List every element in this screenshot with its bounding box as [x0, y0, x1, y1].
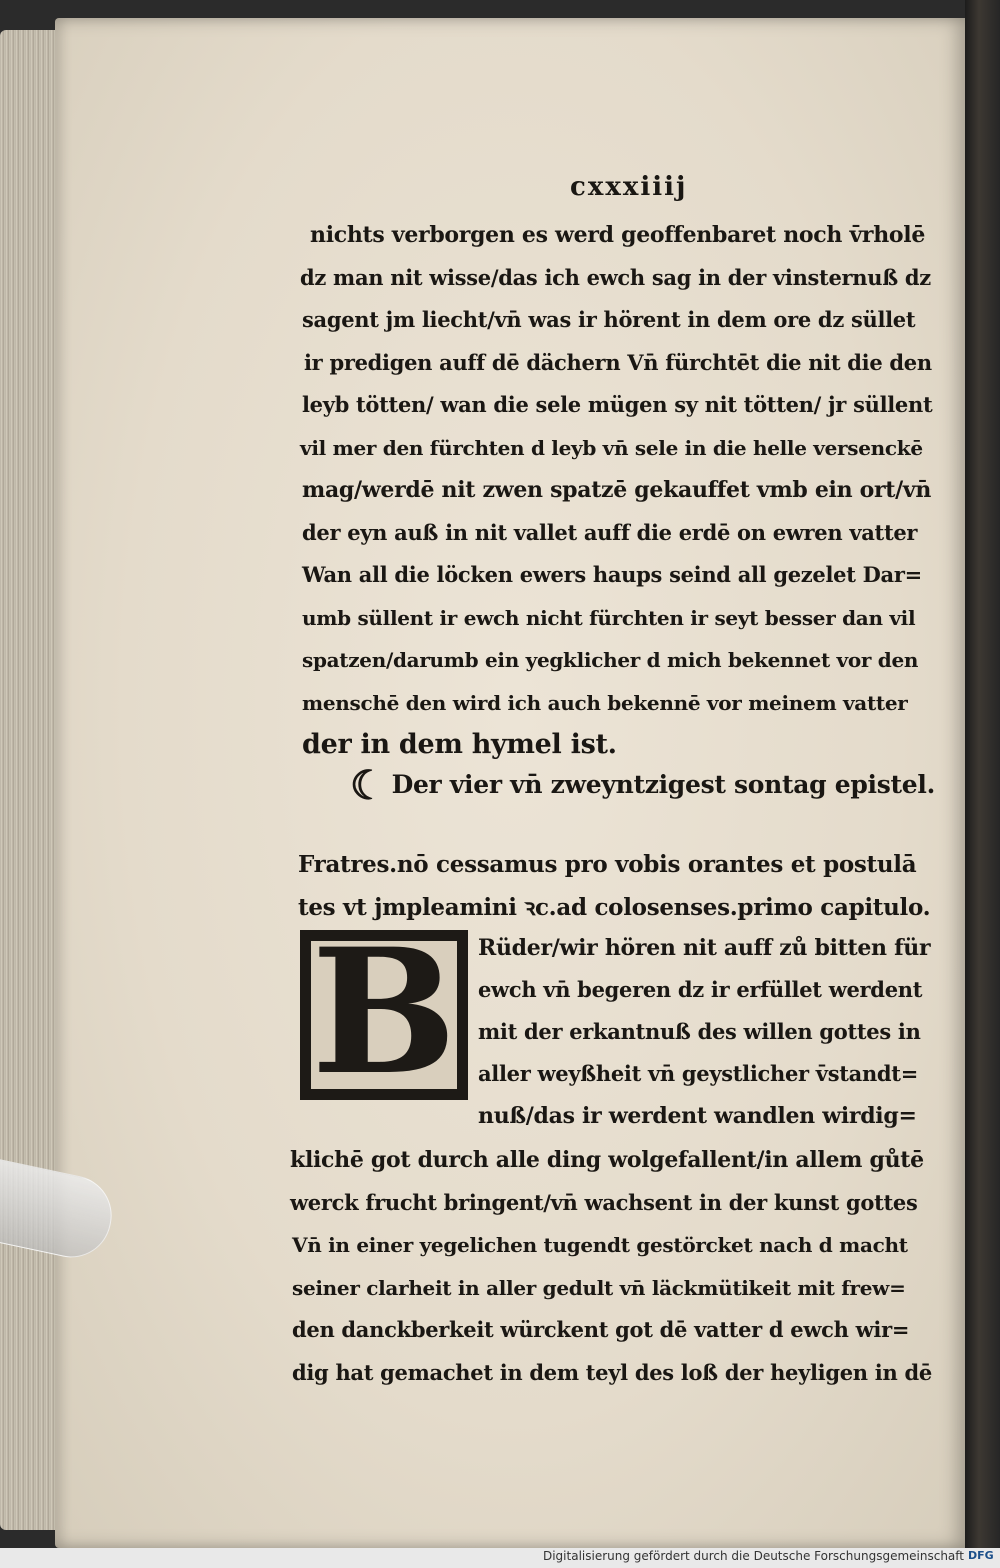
page-block-edge [0, 30, 62, 1530]
text-line: der eyn auß in nit vallet auff die erdē on ewren vatter [302, 520, 918, 545]
text-line: werck frucht bringent/vn̄ wachsent in der kunst gottes [290, 1190, 918, 1215]
initial-letter: B [311, 910, 457, 1113]
folio-number: cxxxiiij [570, 172, 688, 202]
text-line: ir predigen auff dē dächern Vn̄ fürchtēt die nit die den [304, 350, 932, 375]
text-line: seiner clarheit in aller gedult vn̄ läckmütikeit mit frew= [292, 1276, 906, 1300]
text-line: mit der erkantnuß des willen gottes in [478, 1019, 921, 1044]
text-line: Wan all die löcken ewers haups seind all gezelet Dar= [302, 562, 922, 587]
text-line: Vn̄ in einer yegelichen tugendt gestörcket nach d macht [292, 1233, 908, 1257]
text-line: aller weyßheit vn̄ geystlicher v̄standt= [478, 1061, 918, 1086]
section-heading [350, 762, 935, 809]
text-line: spatzen/darumb ein yegklicher d mich bekennet vor den [302, 648, 919, 672]
pilcrow-icon: ☾ [350, 762, 386, 809]
text-line: dig hat gemachet in dem teyl des loß der heyligen in dē [292, 1360, 932, 1385]
text-line: der in dem hymel ist. [302, 729, 617, 760]
text-line: sagent jm liecht/vn̄ was ir hörent in dem ore dz süllet [302, 307, 916, 332]
text-line: nuß/das ir werdent wandlen wirdig= [478, 1103, 917, 1129]
dfg-logo-icon: DFG [968, 1549, 994, 1562]
text-line: menschē den wird ich auch bekennē vor meinem vatter [302, 691, 908, 715]
text-line: klichē got durch alle ding wolgefallent/in allem gůtē [290, 1147, 924, 1173]
heading-text: Der vier vn̄ zweyntzigest sontag epistel. [391, 770, 935, 799]
text-line: den danckberkeit würckent got dē vatter d ewch wir= [292, 1317, 910, 1342]
text-line: nichts verborgen es werd geoffenbaret noch v̄rholē [310, 222, 926, 248]
text-line: Rüder/wir hören nit auff zů bitten für [478, 935, 931, 961]
book-binding [965, 0, 1000, 1568]
text-line: umb süllent ir ewch nicht fürchten ir seyt besser dan vil [302, 606, 916, 630]
text-line: mag/werdē nit zwen spatzē gekauffet vmb ein ort/vn̄ [302, 477, 932, 503]
text-line: vil mer den fürchten d leyb vn̄ sele in die helle versenckē [300, 436, 923, 460]
latin-line: Fratres.nō cessamus pro vobis orantes et postulā [298, 851, 917, 878]
text-line: ewch vn̄ begeren dz ir erfüllet werdent [478, 977, 923, 1002]
text-line: dz man nit wisse/das ich ewch sag in der vinsternuß dz [300, 265, 931, 290]
decorated-initial [300, 910, 468, 1113]
latin-line: tes vt jmpleamini ꝛc.ad colosenses.primo capitulo. [298, 894, 931, 921]
funding-credit: Digitalisierung gefördert durch die Deutsche Forschungsgemeinschaft [542, 1549, 964, 1563]
text-line: leyb tötten/ wan die sele mügen sy nit tötten/ jr süllent [302, 392, 933, 417]
